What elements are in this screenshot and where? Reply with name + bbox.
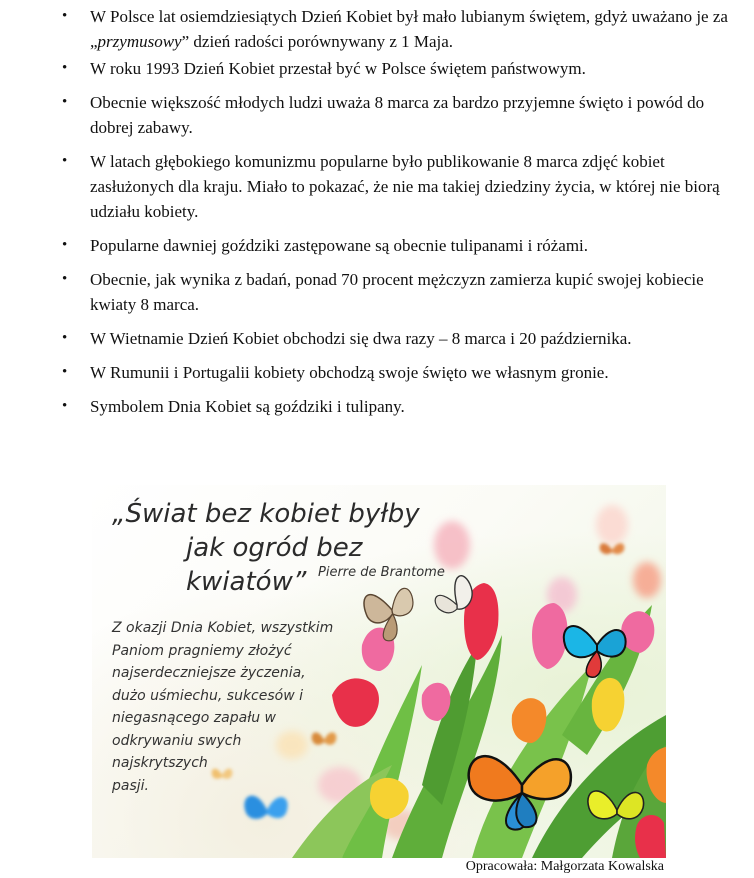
fact-text-part: W Polsce lat osiemdziesiątych Dzień Kobiet był mało lubianym świętem, gdyż uważano je za „ (90, 7, 728, 51)
wishes-line: najskrytszych (112, 755, 208, 771)
womens-day-card (92, 485, 666, 858)
quote-line-2: jak ogród bez kwiatów” (186, 533, 363, 597)
author-credit: Opracowała: Małgorzata Kowalska (465, 859, 664, 874)
list-item: • Popularne dawniej goździki zastępowane są obecnie tulipanami i różami. (60, 233, 740, 258)
facts-list (60, 4, 740, 419)
list-item: • Obecnie, jak wynika z badań, ponad 70 procent mężczyzn zamierza kupić swojej kobiecie kwiaty 8 marca. (60, 267, 740, 317)
wishes-line: niegasnącego zapału w (112, 710, 276, 726)
wishes-line: dużo uśmiechu, sukcesów i (112, 687, 304, 704)
card-quote (112, 497, 472, 599)
wishes-line: najserdeczniejsze życzenia, (112, 665, 306, 681)
list-item: • Obecnie większość młodych ludzi uważa 8 marca za bardzo przyjemne święto i powód do dobrej zabawy. (60, 90, 740, 140)
quote-line-1: „Świat bez kobiet byłby (112, 499, 420, 529)
wishes-line: Paniom pragniemy złożyć (112, 642, 292, 659)
list-item: • W roku 1993 Dzień Kobiet przestał być w Polsce świętem państwowym. (60, 56, 740, 81)
list-item: • W Rumunii i Portugalii kobiety obchodzą swoje święto we własnym gronie. (60, 360, 740, 385)
wishes-line: Z okazji Dnia Kobiet, wszystkim (112, 620, 334, 636)
fact-text-part: ” dzień radości porównywany z 1 Maja. (181, 32, 454, 51)
fact-emphasis: przymusowy (97, 32, 182, 51)
wishes-line: pasji. (112, 777, 149, 794)
wishes-line: odkrywaniu swych (112, 732, 242, 749)
list-item: • Symbolem Dnia Kobiet są goździki i tulipany. (60, 394, 740, 419)
list-item: • W latach głębokiego komunizmu popularne było publikowanie 8 marca zdjęć kobiet zasłużonych dla kraju. Miało to pokazać, że nie ma takiej dziedziny życia, w której nie biorą udziału kobiety. (60, 149, 740, 224)
quote-author: Pierre de Brantome (318, 565, 445, 580)
card-wishes (112, 617, 352, 797)
list-item (60, 4, 740, 54)
list-item: • W Wietnamie Dzień Kobiet obchodzi się dwa razy – 8 marca i 20 października. (60, 326, 740, 351)
